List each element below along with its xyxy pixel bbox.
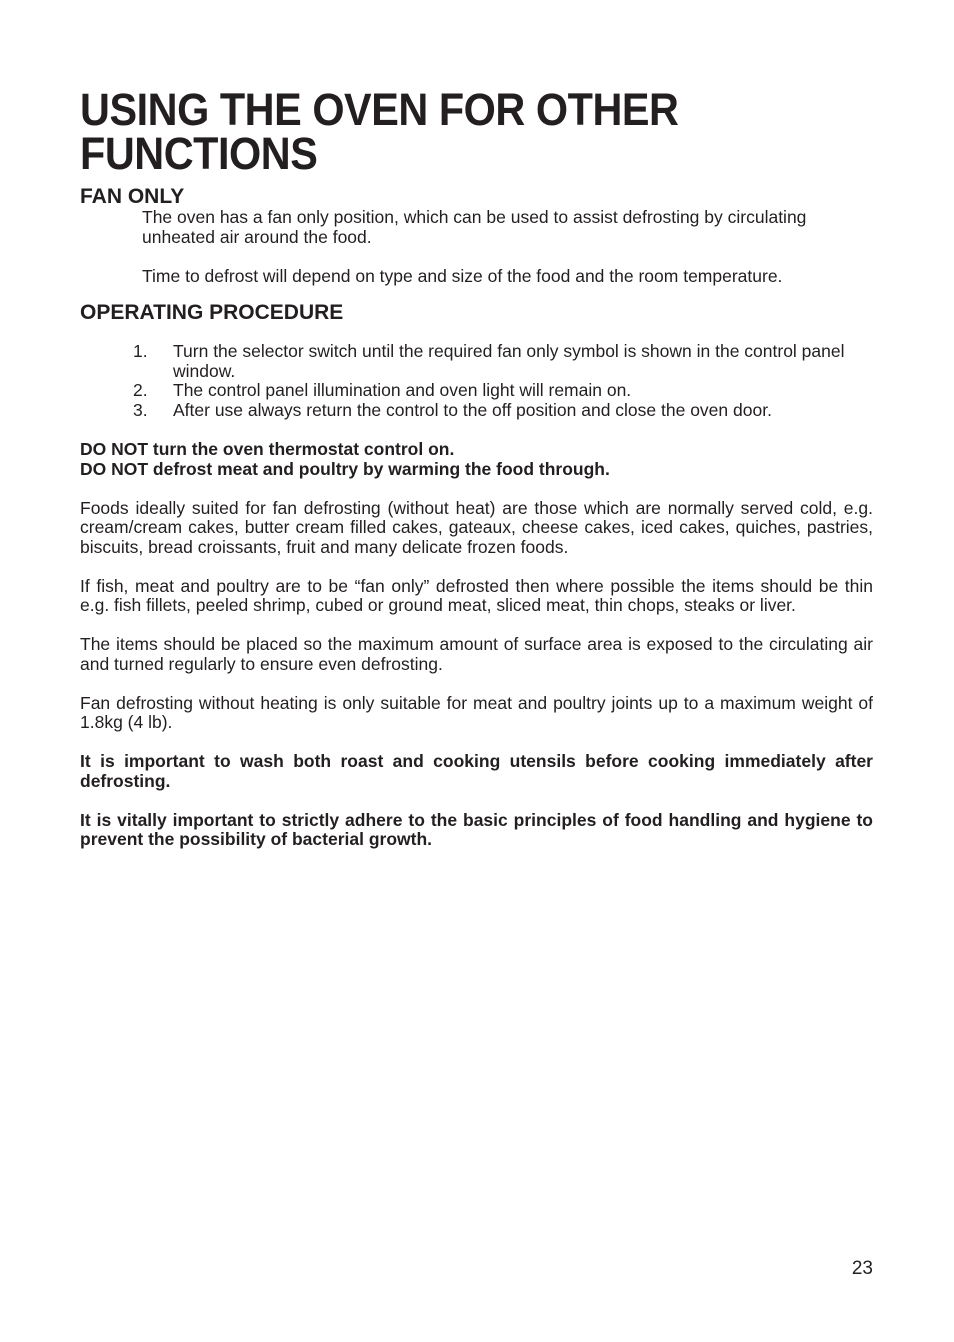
page-title bbox=[80, 84, 868, 179]
warning-defrost: DO NOT defrost meat and poultry by warming the food through. bbox=[80, 458, 610, 479]
procedure-step bbox=[80, 401, 873, 421]
defrost-time-paragraph: Time to defrost will depend on type and size of the food and the room temperature. bbox=[142, 265, 783, 286]
step-number: 1. bbox=[133, 341, 148, 361]
step-number: 3. bbox=[133, 399, 148, 420]
fan-only-section bbox=[142, 208, 873, 286]
placement-paragraph: The items should be placed so the maximum amount of surface area is exposed to the circulating air and turned regularly to ensure even defrosting. bbox=[80, 634, 873, 674]
warning-block bbox=[80, 440, 873, 479]
step-text: The control panel illumination and oven light will remain on. bbox=[173, 380, 632, 400]
hygiene-warning: It is vitally important to strictly adhere to the basic principles of food handling and hygiene to prevent the possibility of bacterial growth. bbox=[80, 809, 873, 849]
page-title-line-2: FUNCTIONS bbox=[80, 128, 318, 179]
fish-paragraph: If fish, meat and poultry are to be “fan only” defrosted then where possible the items should be thin e.g. fish fillets, peeled shrimp, cubed or ground meat, sliced meat, thin chops, steaks or liver. bbox=[80, 575, 873, 615]
foods-paragraph: Foods ideally suited for fan defrosting (without heat) are those which are normally served cold, e.g. cream/cream cakes, butter cream filled cakes, gateaux, cheese cakes, iced cakes, quiches, pastries, biscuits, bread croissants, fruit and many delicate frozen foods. bbox=[80, 497, 873, 557]
fan-only-paragraph: The oven has a fan only position, which can be used to assist defrosting by circulating unheated air around the food. bbox=[142, 207, 807, 247]
weight-paragraph: Fan defrosting without heating is only suitable for meat and poultry joints up to a maximum weight of 1.8kg (4 lb). bbox=[80, 692, 873, 732]
step-text: Turn the selector switch until the required fan only symbol is shown in the control panel window. bbox=[173, 341, 845, 381]
procedure-list bbox=[80, 342, 873, 420]
step-text: After use always return the control to the off position and close the oven door. bbox=[173, 399, 772, 420]
page-number: 23 bbox=[851, 1258, 873, 1279]
procedure-step bbox=[80, 381, 873, 401]
fan-only-heading: FAN ONLY bbox=[80, 185, 185, 208]
warning-thermostat: DO NOT turn the oven thermostat control on. bbox=[80, 439, 455, 459]
operating-procedure-heading: OPERATING PROCEDURE bbox=[80, 301, 344, 324]
procedure-step bbox=[80, 342, 873, 381]
manual-page bbox=[80, 84, 873, 850]
wash-warning: It is important to wash both roast and cooking utensils before cooking immediately after defrosting. bbox=[80, 751, 873, 791]
step-number: 2. bbox=[133, 380, 148, 400]
page-title-line-1: USING THE OVEN FOR OTHER bbox=[80, 84, 679, 135]
